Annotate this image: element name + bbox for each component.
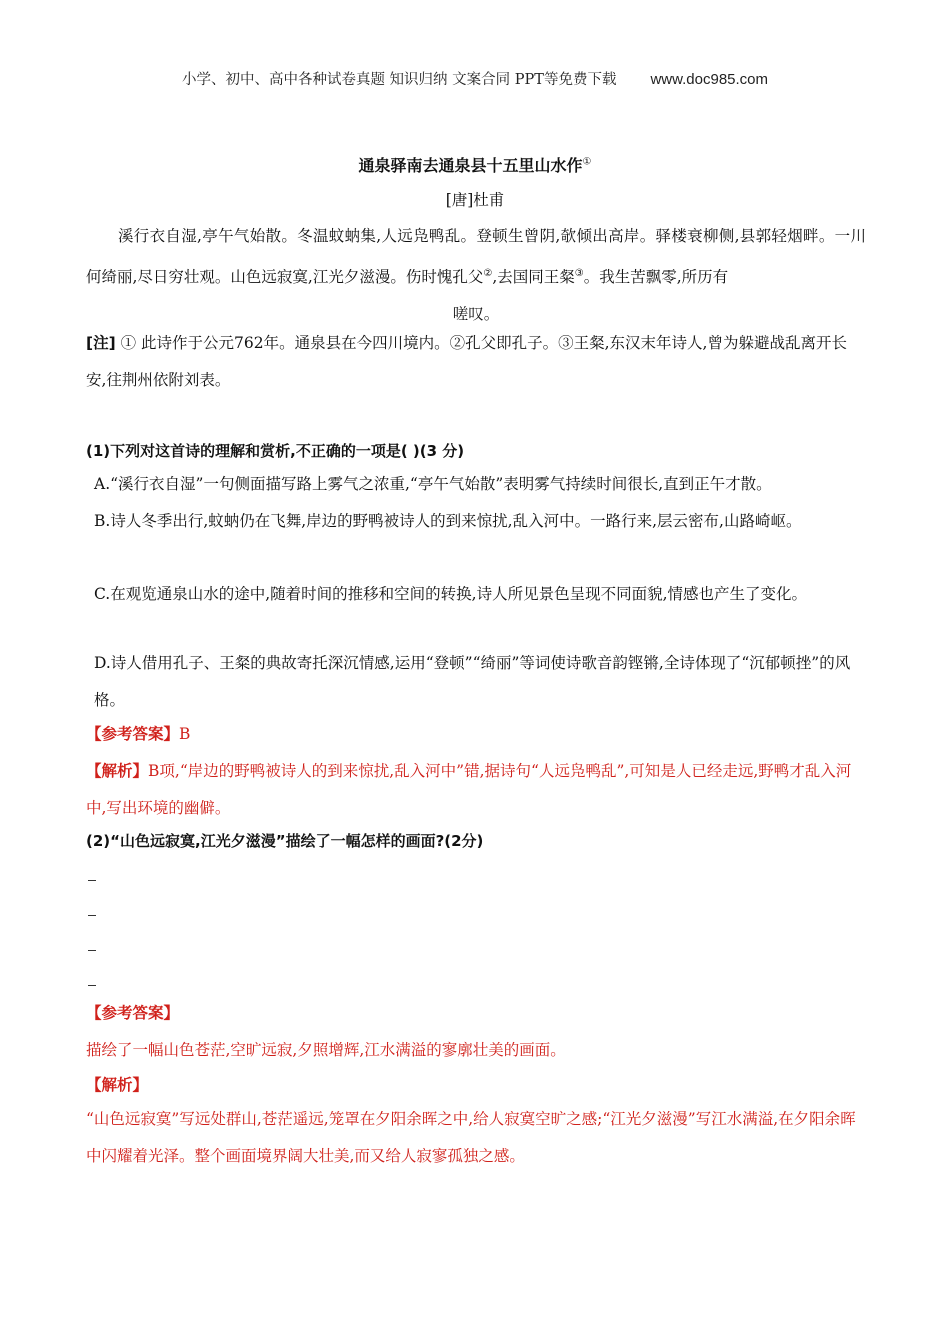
header-site-link[interactable]: www.doc985.com (650, 71, 769, 88)
footnote-mark-2: ② (483, 268, 493, 279)
poem-text-part3: 。我生苦飘零,所历有 (583, 268, 729, 287)
question-1-stem: (1)下列对这首诗的理解和赏析,不正确的一项是( )(3 分) (86, 442, 465, 460)
poem-notes (86, 325, 866, 399)
analysis-label: 【解析】 (86, 762, 149, 780)
question-2-analysis: “山色远寂寞”写远处群山,苍茫遥远,笼罩在夕阳余晖之中,给人寂寞空旷之感;“江光夕滋漫”写江水满溢,在夕阳余晖中闪耀着光泽。整个画面境界阔大壮美,而又给人寂寥孤独之感。 (86, 1110, 856, 1165)
answer-value: B (179, 725, 191, 743)
answer-blank-line[interactable] (88, 880, 96, 881)
header-text: 小学、初中、高中各种试卷真题 知识归纳 文案合同 PPT等免费下载 (181, 72, 617, 88)
answer-blank-line[interactable] (88, 950, 96, 951)
note-label: [注] (86, 334, 116, 352)
answer-label: 【参考答案】 (86, 725, 180, 743)
poem-title-footnote-mark: ① (582, 156, 592, 168)
footnote-mark-3: ③ (574, 268, 584, 279)
answer-blank-line[interactable] (88, 985, 96, 986)
poem-title (0, 153, 950, 176)
question-2-stem: (2)“山色远寂寞,江光夕滋漫”描绘了一幅怎样的画面?(2分) (86, 832, 484, 850)
poem-text-part1: 溪行衣自湿,亭午气始散。冬温蚊蚋集,人远凫鸭乱。登顿生曾阴,欹倾出高岸。驿楼衰柳侧,县郭轻烟畔。一川何绮丽,尽日穷壮观。山色远寂寞,江光夕滋漫。伤时愧孔父 (86, 227, 866, 287)
question-2-answer: 描绘了一幅山色苍茫,空旷远寂,夕照增辉,江水满溢的寥廓壮美的画面。 (86, 1041, 566, 1059)
poem-body (86, 218, 866, 333)
question-1-option-a: A.“溪行衣自湿”一句侧面描写路上雾气之浓重,“亭午气始散”表明雾气持续时间很长,直到正午才散。 (94, 475, 772, 493)
question-1-answer (86, 716, 866, 753)
poem-text-part2: ,去国同王粲 (492, 268, 575, 287)
question-1-option-b: B.诗人冬季出行,蚊蚋仍在飞舞,岸边的野鸭被诗人的到来惊扰,乱入河中。一路行来,层云密布,山路崎岖。 (94, 512, 802, 530)
analysis-text: B项,“岸边的野鸭被诗人的到来惊扰,乱入河中”错,据诗句“人远凫鸭乱”,可知是人已经走远,野鸭才乱入河中,写出环境的幽僻。 (86, 762, 852, 817)
poem-title-text: 通泉驿南去通泉县十五里山水作 (358, 156, 583, 175)
question-1-option-d: D.诗人借用孔子、王粲的典故寄托深沉情感,运用“登顿”“绮丽”等词使诗歌音韵铿锵,全诗体现了“沉郁顿挫”的风格。 (94, 654, 851, 709)
poem-text-tail: 嗟叹。 (452, 305, 500, 324)
page-header (0, 68, 950, 89)
answer-blank-line[interactable] (88, 915, 96, 916)
poem-author: [唐]杜甫 (445, 191, 505, 209)
question-1-analysis (86, 753, 866, 827)
question-2-answer-label: 【参考答案】 (86, 1004, 180, 1022)
note-text: ① 此诗作于公元762年。通泉县在今四川境内。②孔父即孔子。③王粲,东汉末年诗人,曾为躲避战乱离开长安,往荆州依附刘表。 (86, 334, 847, 389)
question-2-analysis-label: 【解析】 (86, 1076, 149, 1094)
question-1-option-c: C.在观览通泉山水的途中,随着时间的推移和空间的转换,诗人所见景色呈现不同面貌,情感也产生了变化。 (94, 585, 808, 603)
